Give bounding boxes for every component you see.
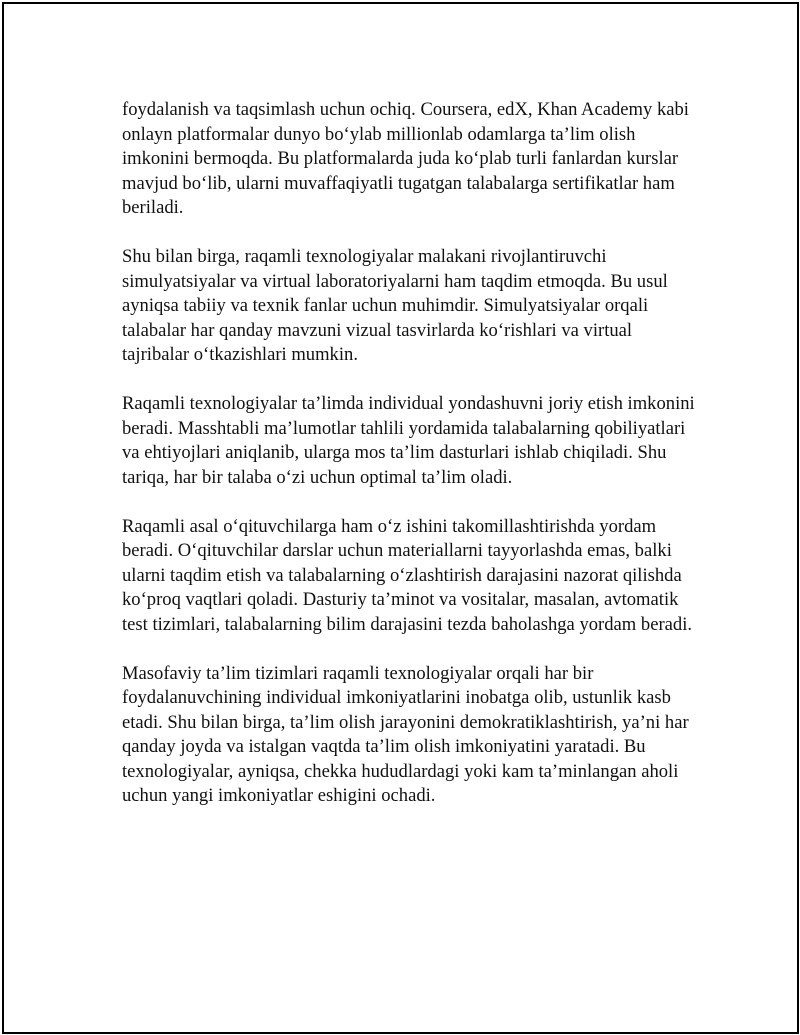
paragraph-1: foydalanish va taqsimlash uchun ochiq. Coursera, edX, Khan Academy kabi onlayn platformalar dunyo bo‘ylab millionlab odamlarga ta’lim olish imkonini bermoqda. Bu platformalarda juda ko‘plab turli fanlardan kurslar mavjud bo‘lib, ularni muvaffaqiyatli tugatgan talabalarga sertifikatlar ham beriladi. [122,99,689,218]
paragraph-4: Raqamli asal o‘qituvchilarga ham o‘z ishini takomillashtirishda yordam beradi. O‘qituvchilar darslar uchun materiallarni tayyorlashda emas, balki ularni taqdim etish va talabalarning o‘zlashtirish darajasini nazorat qilishda ko‘proq vaqtlari qoladi. Dasturiy ta’minot va vositalar, masalan, avtomatik test tizimlari, talabalarning bilim darajasini tezda baholashga yordam beradi. [122,515,693,635]
paragraph-2: Shu bilan birga, raqamli texnologiyalar malakani rivojlantiruvchi simulyatsiyalar va virtual laboratoriyalarni ham taqdim etmoqda. Bu usul ayniqsa tabiiy va texnik fanlar uchun muhimdir. Simulyatsiyalar orqali talabalar har qanday mavzuni vizual tasvirlarda ko‘rishlari va virtual tajribalar o‘tkazishlari mumkin. [122,246,668,365]
document-body [122,98,702,833]
paragraph-3: Raqamli texnologiyalar ta’limda individual yondashuvni joriy etish imkonini beradi. Masshtabli ma’lumotlar tahlili yordamida talabalarning qobiliyatlari va ehtiyojlari aniqlanib, ularga mos ta’lim dasturlari ishlab chiqiladi. Shu tariqa, har bir talaba o‘zi uchun optimal ta’lim oladi. [122,393,695,488]
paragraph-5: Masofaviy ta’lim tizimlari raqamli texnologiyalar orqali har bir foydalanuvchining individual imkoniyatlarini inobatga olib, ustunlik kasb etadi. Shu bilan birga, ta’lim olish jarayonini demokratiklashtirish, ya’ni har qanday joyda va istalgan vaqtda ta’lim olish imkoniyatini yaratadi. Bu texnologiyalar, ayniqsa, chekka hududlardagi yoki kam ta’minlangan aholi uchun yangi imkoniyatlar eshigini ochadi. [122,662,689,806]
page-border [2,2,799,1034]
